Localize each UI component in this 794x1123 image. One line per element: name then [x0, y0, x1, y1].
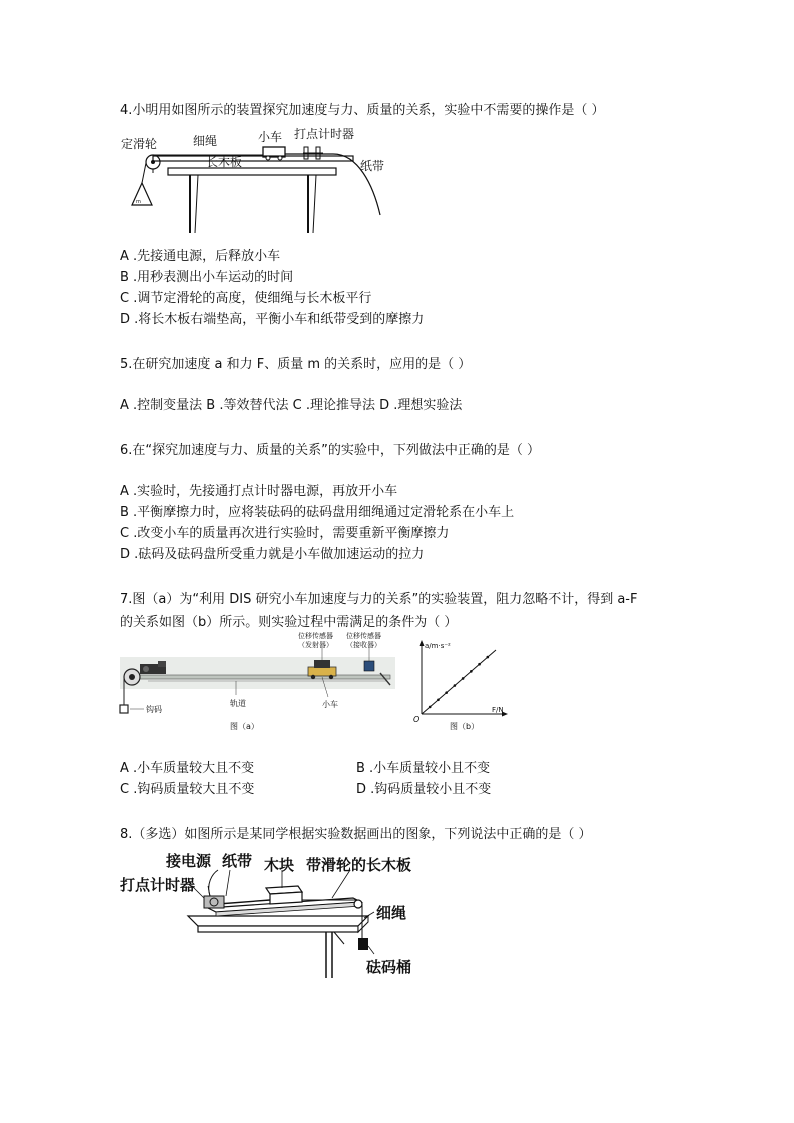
data-point	[478, 663, 481, 666]
data-point	[429, 706, 432, 709]
svg-text:m: m	[136, 199, 141, 205]
q5-options: A .控制变量法 B .等效替代法 C .理论推导法 D .理想实验法	[120, 398, 463, 413]
q4-option-a: A .先接通电源，后释放小车	[120, 249, 281, 264]
sensor-tx-label-1: 位移传感器	[298, 632, 333, 640]
board-label: 带滑轮的长木板	[306, 856, 412, 874]
fit-line	[422, 650, 496, 714]
transmitter-icon	[314, 660, 330, 668]
rope-label: 细绳	[376, 904, 407, 922]
q7-option-c: C .钩码质量较大且不变	[120, 782, 255, 797]
data-point	[445, 691, 448, 694]
pulley-icon	[354, 900, 362, 908]
long-board	[153, 156, 353, 161]
q7-option-d: D .钩码质量较小且不变	[356, 782, 492, 797]
q4-option-d: D .将长木板右端垫高，平衡小车和纸带受到的摩擦力	[120, 312, 425, 327]
tape-label: 纸带	[360, 159, 385, 173]
weight-label: 钩码	[146, 705, 162, 714]
q7-stem-line2: 的关系如图（b）所示。则实验过程中需满足的条件为（ ）	[120, 615, 458, 630]
fig-b-caption: 图（b）	[450, 722, 480, 731]
q7-stem-line1: 7.图（a）为“利用 DIS 研究小车加速度与力的关系”的实验装置，阻力忽略不计，得到 a-F	[120, 592, 638, 607]
q5-stem: 5.在研究加速度 a 和力 F、质量 m 的关系时，应用的是（ ）	[120, 357, 472, 372]
data-point	[437, 698, 440, 701]
q6-option-a: A .实验时，先接通打点计时器电源，再放开小车	[120, 484, 398, 499]
q4-option-b: B .用秒表测出小车运动的时间	[120, 270, 294, 285]
x-axis-label: F/N	[492, 706, 504, 714]
fig-a-caption: 图（a）	[230, 722, 259, 731]
cart-icon	[308, 667, 336, 676]
q6-option-c: C .改变小车的质量再次进行实验时，需要重新平衡摩擦力	[120, 526, 450, 541]
receiver-icon	[364, 661, 374, 671]
q7-option-a: A .小车质量较大且不变	[120, 761, 255, 776]
hook-weight-icon	[120, 705, 128, 713]
table-top	[188, 916, 368, 926]
paper-tape	[218, 900, 270, 904]
q4-apparatus-figure	[118, 125, 393, 240]
rope-label: 细绳	[193, 134, 218, 148]
sensor-rx-label-2: （接收器）	[346, 641, 381, 649]
q7-figure-b-chart	[408, 638, 508, 734]
track-label: 轨道	[230, 699, 246, 708]
q7-option-b: B .小车质量较小且不变	[356, 761, 491, 776]
q4-option-c: C .调节定滑轮的高度，使细绳与长木板平行	[120, 291, 372, 306]
cart-label: 小车	[258, 130, 283, 144]
board-label: 长木板	[206, 155, 243, 169]
track	[128, 675, 390, 679]
q6-option-b: B .平衡摩擦力时，应将装砝码的砝码盘用细绳通过定滑轮系在小车上	[120, 505, 515, 520]
bucket-label: 砝码桶	[366, 958, 412, 976]
origin-label: O	[413, 715, 420, 724]
q8-apparatus-figure	[118, 848, 428, 983]
q6-stem: 6.在“探究加速度与力、质量的关系”的实验中，下列做法中正确的是（ ）	[120, 443, 541, 458]
table-top	[168, 168, 336, 175]
sensor-tx-label-2: （发射器）	[298, 641, 333, 649]
data-point	[454, 684, 457, 687]
timer-label: 打点计时器	[294, 127, 355, 141]
block-label: 木块	[264, 856, 295, 874]
y-axis-label: a/m·s⁻²	[425, 642, 451, 650]
q6-option-d: D .砝码及砝码盘所受重力就是小车做加速运动的拉力	[120, 547, 425, 562]
data-point	[486, 656, 489, 659]
sensor-rx-label-1: 位移传感器	[346, 632, 381, 640]
timer-label: 打点计时器	[120, 876, 196, 894]
data-point	[462, 677, 465, 680]
q7-figure-a	[118, 633, 398, 733]
power-label: 接电源	[166, 852, 212, 870]
hanging-weight-icon	[132, 183, 152, 205]
q4-stem: 4.小明用如图所示的装置探究加速度与力、质量的关系，实验中不需要的操作是（ ）	[120, 103, 605, 118]
cart-label: 小车	[322, 700, 338, 709]
pulley-label: 定滑轮	[121, 137, 158, 151]
data-point	[470, 670, 473, 673]
q8-stem: 8.（多选）如图所示是某同学根据实验数据画出的图象，下列说法中正确的是（ ）	[120, 827, 592, 842]
tape-label: 纸带	[222, 852, 253, 870]
bucket-icon	[358, 938, 368, 950]
